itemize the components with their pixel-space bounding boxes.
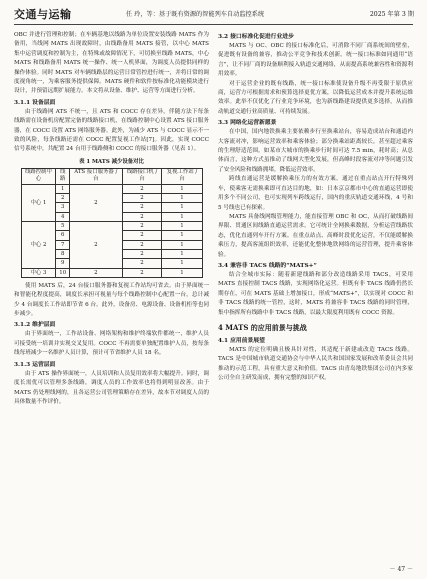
header-view: 复视工作站 / 台 — [162, 168, 202, 184]
table-row — [21, 222, 202, 231]
cell-line: 2 — [56, 194, 70, 203]
body-paragraph: 由于线路网 ATS 不统一，且 ATS 和 COCC 存在差异，伴随方法下每条线路需在设备机房配置完备的线路接口机，在线路控制中心设置 ATS 接口服务器，在 COCC 设置 ATS 网络服务器。此外，为减少 ATS 与 COCC 显示不一致的风险，每条线路还需在 COCC 配置复视工作站[7]。因此，实现 COCC 信号系统中，共配置 24 台用于线路侧和 COCC 的接口服务器（见表 1）。 — [14, 108, 209, 153]
cell-view: 1 — [162, 259, 202, 268]
body-paragraph: 跨线直通运营是缓解换乘压力的有效方案。通过在重点站点开行特殊列车，使乘客无需换乘即可直达目的地，如：日本京京都市中心的直通运营即使用多个不同公司，也可实现列车跨线运行，国内的重庆轨道交通环线，4 号和 5 号线也已有探索。 — [218, 176, 413, 211]
section-heading: 4.1 应用前景展望 — [218, 337, 265, 344]
cell-iface: 2 — [122, 222, 162, 231]
cell-line: 9 — [56, 259, 70, 268]
header-iface: 线路接口机 / 台 — [122, 168, 162, 184]
cell-center: 中心 2 — [21, 222, 56, 268]
cell-ats: 2 — [70, 222, 122, 268]
cell-view: 1 — [162, 240, 202, 249]
chapter-heading: 4 MATS 的应用前景与挑战 — [218, 322, 307, 332]
cell-iface: 2 — [122, 184, 162, 193]
section-heading: 3.4 兼容非 TACS 线路的“MATS+” — [218, 262, 317, 269]
page-header — [14, 6, 414, 24]
cell-view: 1 — [162, 184, 202, 193]
header-line: 线路 — [56, 168, 70, 184]
journal-name: 交通与运输 — [14, 8, 72, 21]
body-paragraph: MATS 的定位明确且极具针对性，其适配于新建或改造 TACS 线路。TACS 是中国城市轨道交通协会与中华人民共和国国家发展和改革委员会共同推动的示范工程，具有重大意义和价值。TACS 由青岛地铁集团公司在内多家公司全自主研发而成，拥有完整的知识产权。 — [218, 346, 413, 382]
cell-line: 3 — [56, 203, 70, 212]
right-column — [218, 31, 413, 384]
running-title: 任 玲，等：基于既有资源的智能列车自动监控系统 — [126, 11, 265, 18]
cell-line: 4 — [56, 212, 70, 221]
table-header-row — [21, 168, 202, 184]
body-paragraph: 使用 MATS 后，24 台接口服务器和复视工作站均可省去。由于界面统一和智能化程度提高，调度长承担可视量与每个线路控制中心配置一台，总计减少 4 台调度长工作站即节省 6 台。此外，设备房、电源设备、设备机柜等也同步减少。 — [14, 282, 209, 318]
cell-iface: 2 — [122, 259, 162, 268]
cell-view: 1 — [162, 212, 202, 221]
left-column — [14, 31, 209, 407]
cell-iface: 2 — [122, 268, 162, 277]
body-paragraph: MATS 与 OC、OBC 的接口标准化后，可消除不同厂商系统间的壁垒，促进既有设备的兼容，推动公平竞争和技术创新。统一接口标准如同通用“语言”，让不同厂商的设备顺利接入轨道交通网络，从而提高系统兼容性和资源利用效率。 — [218, 43, 413, 78]
section-heading: 3.1.1 设备层面 — [14, 99, 56, 106]
cell-view: 1 — [162, 203, 202, 212]
cell-iface: 2 — [122, 212, 162, 221]
section-heading: 3.1.2 维护层面 — [14, 322, 56, 329]
header-center: 线路控制中心 — [21, 168, 56, 184]
cell-line: 6 — [56, 231, 70, 240]
header-rule — [14, 24, 413, 25]
cell-line: 10 — [56, 268, 70, 277]
body-paragraph: 结合全城市实际：随着新建线路和部分改造线路采用 TACS，可采用 MATS 直接控制 TACS 线路，实现网络化运营。但既有非 TACS 线路仍然长期存在，可在 MATS 基础上增加接口，形成“MATS+”，以实现对 COCC 和非 TACS 线路的统一管控，这时，MATS 将兼容非 TACS 线路的同时管理，集中指挥所有线路中非 TACS 线路，以最大限度利用既有 COCC 资源。 — [218, 271, 413, 316]
cell-iface: 2 — [122, 240, 162, 249]
cell-line: 5 — [56, 222, 70, 231]
cell-iface: 2 — [122, 203, 162, 212]
cell-iface: 2 — [122, 231, 162, 240]
cell-line: 7 — [56, 240, 70, 249]
cell-line: 8 — [56, 249, 70, 258]
body-paragraph: 由于界面统一，工作站设备、网络架构和维护终端软件都统一，维护人员可接受统一培训并实现交叉复用。COCC 不再需要单独配置维护人员，按每条线每班减少一名维护人员计算，预计可节省维护人员 18 名。 — [14, 331, 209, 357]
section-heading: 3.1.3 运营层面 — [14, 361, 56, 368]
body-paragraph: 由于 ATS 操作界面统一，人员培训和人员复用效率将大幅提升。同时，调度长需优可以管理多条线路，调度人员的工作效率也将得到明显改善。由于 MATS 仍处理线网的，且各运营公司管理策略存在差异，故本节对调度人员的具体数量不作评价。 — [14, 370, 209, 405]
body-paragraph: 在中国，国内地铁换乘主要依赖步行至换乘站台，容易造成站台和通道内大客流对冲，影响运营效率和乘客体验；部分换乘站距离较长，甚至超过乘客的生理舒适范围。如某市大城市的换乘步行时间可达 7.5 min，耗时高；从总体而言，这种方式虽推动了线网大型化发展，但高峰时段客流对冲等问题引发了安全风险和线路拥堵，降低运营效率。 — [218, 129, 413, 173]
cell-center: 中心 1 — [21, 184, 56, 221]
body-paragraph: OBC 并进行管理和控制；在车辆基地以线路为单位设置安装线路 MATS 作为备用，当线网 MATS 出现故障时，由线路备用 MATS 接管，以中心 MATS 集中运营调度和控制为主，在特殊或故障情况下，可切换至线路 MATS，中心 MATS 和线路备用 MATS 统一操作、统一人机界面，为调度人员提供同样的操作体验。同时 MATS 对车辆线路层的运营日常管控进行统一，并将日常的调度视角统一，为乘客服务提供保障。MATS 硬件和软件按标准化功能模块进行设计，并预留远期扩展能力。本文将从设备、维护、运营等方面进行分析。 — [14, 32, 209, 95]
equipment-table — [21, 168, 203, 278]
section-heading: 3.3 网络化运营新愿景 — [218, 120, 277, 127]
table-row — [21, 268, 202, 277]
cell-view: 1 — [162, 231, 202, 240]
section-heading: 3.2 接口标准化促进行业进步 — [218, 34, 294, 40]
page-number: － 47 － — [389, 566, 413, 573]
body-paragraph: 对于运营企业的既有线路，统一接口标准使设备升级不再受限于原供应商，运营方可根据需求和预算选择更优方案，以降低运营成本并提升系统运维效率。此举不仅优化了行业竞争环境，也为新线路建设提供更多选择，从而推动轨道交通行业高质量、可持续发展。 — [218, 80, 413, 115]
cell-line: 1 — [56, 184, 70, 193]
issue-label: 2025 年第 3 期 — [369, 11, 414, 18]
cell-view: 1 — [162, 249, 202, 258]
table-caption: 表 1 MATS 减少设备对比 — [79, 158, 144, 165]
cell-view: 1 — [162, 268, 202, 277]
table-row — [21, 184, 202, 193]
body-paragraph: MATS 具备线网级管理能力，能直接管理 OBC 和 OC，从而打破线路间界限、贯通区间线路直通运营需求。它可统计全网换乘数据，分析运营线路状态，优化直通列车开行方案。在重点站点、高峰时段优化运营，不仅能缓解换乘压力，提高客流组织效率，还能优化整体地铁网络的运营管理，提升乘客体验。 — [218, 213, 413, 258]
cell-view: 1 — [162, 222, 202, 231]
cell-center: 中心 3 — [21, 268, 56, 277]
cell-ats: 2 — [70, 268, 122, 277]
header-ats: ATS 接口服务器 / 台 — [70, 168, 122, 184]
cell-iface: 2 — [122, 194, 162, 203]
cell-ats: 2 — [70, 184, 122, 221]
cell-view: 1 — [162, 194, 202, 203]
cell-iface: 2 — [122, 249, 162, 258]
